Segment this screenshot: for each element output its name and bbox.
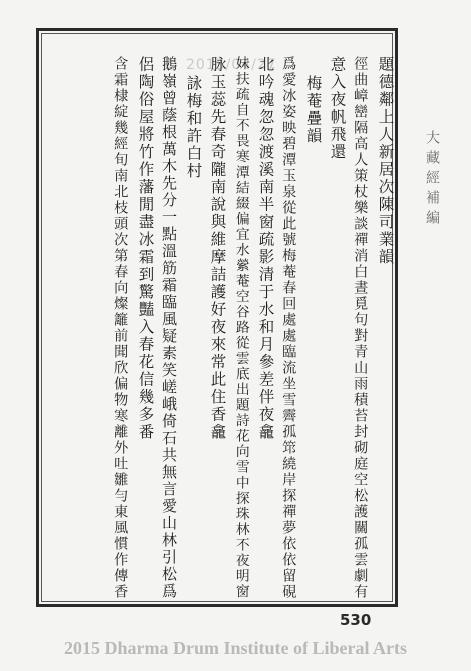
text-column-3: 意入夜帆飛還 [328, 56, 347, 161]
text-column-8: 脉玉蕊先春奇隴南說與維摩詰護好夜來常此住香龕 [208, 56, 227, 441]
page-number: 530 [340, 611, 372, 629]
text-column-7: 妹扶疏自不畏寒潭結綴偏宜水縈菴空谷路從雲底出題詩花向雪中探珠林不夜明窗 [232, 56, 249, 600]
text-column-6: 北吟魂忽忽渡溪南半窗疏影清于水和月參差伴夜龕 [256, 56, 275, 441]
text-column-5: 爲愛冰姿映碧潭玉泉從此號梅菴春回處處臨流坐雪霽孤筇繞岸探禪夢依依留硯 [280, 56, 297, 600]
text-column-9: 詠梅和許白村 [184, 75, 203, 180]
footer-watermark: 2015 Dharma Drum Institute of Liberal Arts [64, 638, 407, 658]
text-column-11: 侶陶俗屋將竹作藩閒盡冰霜到驚豔入春花信幾多番 [136, 56, 155, 441]
text-column-2: 徑曲嶂巒隔高人策杖樂談禪消白晝覓句對青山雨積苔封砌庭空松護關孤雲劇有 [352, 56, 369, 600]
text-column-1: 題德鄰上人新居次陳司業韻 [376, 56, 395, 266]
watermark-date: 2015/04/27 [186, 57, 277, 73]
text-column-12: 含霜棣綻幾經旬南北枝頭次第春向燦籬前聞欣偏物寒離外吐雛勻東風慣作傳香 [112, 56, 129, 600]
text-column-4: 梅菴疊韻 [304, 75, 323, 145]
margin-title: 大藏經補編 [424, 130, 440, 230]
text-column-10: 鵝嶺曾蔭根萬木先分一點溫筋霜臨風疑素笑嵯峨倚石共無言愛山林引松爲 [160, 56, 179, 600]
